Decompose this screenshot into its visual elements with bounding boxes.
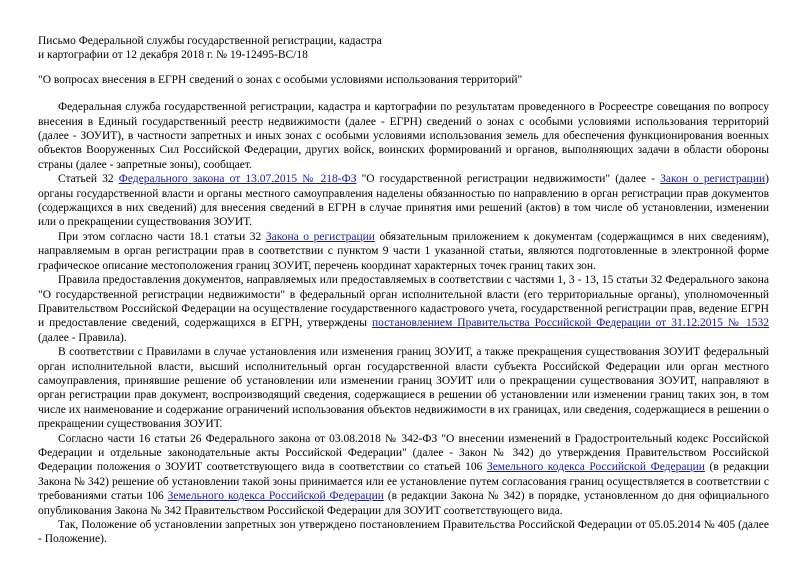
paragraph-3-text-1: При этом согласно части 18.1 статьи 32	[58, 230, 266, 243]
registration-law-link-2[interactable]: Закона о регистрации	[265, 230, 375, 243]
paragraph-3	[38, 230, 769, 273]
paragraph-1: Федеральная служба государственной регистрации, кадастра и картографии по результатам проведенного в Росреестре совещания по вопросу внесения в Единый государственный реестр недвижимости (далее - ЕГРН) сведений о зонах с особыми условиями использования территорий (далее - ЗОУИТ), в частности запретных и иных зонах с особыми условиями использования земель для обеспечения функционирования военных объектов Вооруженных Сил Российской Федерации, других войск, воинских формирований и органов, выполняющих задачи в области обороны страны (далее - запретные зоны), сообщает.	[38, 101, 769, 171]
land-code-link-2[interactable]: Земельного кодекса Российской Федерации	[167, 490, 384, 503]
paragraph-2-text-1: Статьей 32	[58, 173, 119, 186]
paragraph-4-text-1: Правила предоставления документов, направляемых или предоставляемых в соответствии с частями 1, 3 - 13, 15 статьи 32 Федерального закона "О государственной регистрации недвижимости" в федеральный орган исполнительной власти (его территориальные органы), уполномоченный Правительством Российской Федерации на осуществление государственного кадастрового учета, государственной регистрации прав, ведение ЕГРН и предоставление сведений, содержащихся в ЕГРН, утверждены	[38, 274, 769, 330]
paragraph-2-text-3: ) органы государственной власти и органы местного самоуправления наделены обязанностью по направлению в орган регистрации прав документов (содержащихся в них сведений) для внесения сведений в ЕГРН в случае принятия ими решений (актов) в том числе об установлении, изменении или о прекращении существования ЗОУИТ.	[38, 173, 769, 229]
paragraph-6	[38, 432, 769, 518]
document-header	[38, 34, 769, 63]
paragraph-4	[38, 273, 769, 345]
header-line-1: Письмо Федеральной службы государственной регистрации, кадастра	[38, 35, 382, 47]
paragraph-6-text-1: Согласно части 16 статьи 26 Федерального закона от 03.08.2018 № 342-ФЗ "О внесении изменений в Градостроительный кодекс Российской Федерации и отдельные законодательные акты Российской Федерации" (далее - Закон № 342) до утверждения Правительством Российской Федерации положения о ЗОУИТ соответствующего вида в соответствии со статьей 106	[38, 432, 769, 474]
paragraph-2-text-2: "О государственной регистрации недвижимости" (далее -	[356, 173, 661, 186]
header-line-2: и картографии от 12 декабря 2018 г. № 19-12495-ВС/18	[38, 49, 308, 62]
federal-law-218-link[interactable]: Федерального закона от 13.07.2015 № 218-ФЗ	[118, 173, 357, 186]
paragraph-2	[38, 172, 769, 230]
paragraph-7: Так, Положение об установлении запретных зон утверждено постановлением Правительства Российской Федерации от 05.05.2014 № 405 (далее - Положение).	[38, 519, 769, 546]
land-code-link[interactable]: Земельного кодекса Российской Федерации	[486, 461, 705, 474]
registration-law-link[interactable]: Закон о регистрации	[660, 173, 766, 186]
paragraph-4-text-2: (далее - Правила).	[38, 331, 127, 344]
paragraph-3-text-2: обязательным приложением к документам (содержащимся в них сведениям), направляемым в орган регистрации прав в соответствии с пунктом 9 части 1 указанной статьи, являются подготовленные в электронной форме графическое описание местоположения границ ЗОУИТ, перечень координат характерных точек границ таких зон.	[38, 230, 769, 272]
document-title: "О вопросах внесения в ЕГРН сведений о зонах с особыми условиями использования территорий"	[38, 73, 523, 86]
paragraph-6-text-2: (в редакции Закона № 342) решение об установлении такой зоны принимается или ее установление путем согласования границ осуществляется в соответствии с требованиями статьи 106	[38, 461, 770, 503]
paragraph-5: В соответствии с Правилами в случае установления или изменения границ ЗОУИТ, а также прекращения существования ЗОУИТ федеральный орган исполнительной власти, высший исполнительный орган государственной власти субъекта Российской Федерации или орган местного самоуправления, принявшие решение об установлении или изменении границ ЗОУИТ или о прекращении существования ЗОУИТ, направляют в орган регистрации прав документ, воспроизводящий сведения, содержащиеся в решении об установлении или изменении границ таких зон, в том числе их наименование и содержание ограничений использования объектов недвижимости в их границах, или сведения, содержащиеся в решении о прекращении существования ЗОУИТ.	[38, 346, 769, 431]
government-resolution-1532-link[interactable]: постановлением Правительства Российской Федерации от 31.12.2015 № 1532	[372, 317, 770, 330]
paragraph-6-text-3: (в редакции Закона № 342) в порядке, установленном до дня официального опубликования Закона № 342 Правительством Российской Федерации для ЗОУИТ соответствующего вида.	[38, 490, 769, 517]
